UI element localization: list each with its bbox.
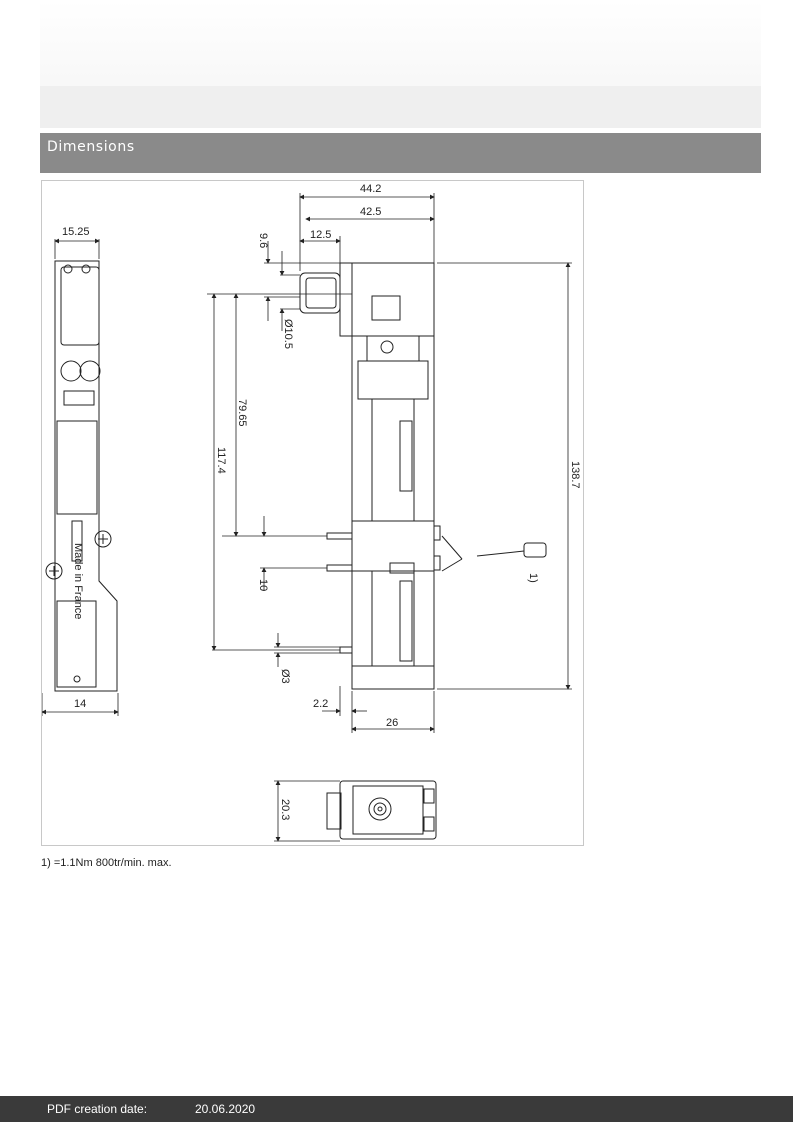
header-band: [40, 86, 761, 128]
dim-9-6: 9.6: [257, 233, 269, 249]
footnote: 1) =1.1Nm 800tr/min. max.: [41, 857, 172, 869]
dim-42-5: 42.5: [360, 206, 382, 218]
note-marker: 1): [527, 573, 539, 583]
bottom-view: [327, 781, 436, 839]
footer: [0, 1096, 793, 1122]
dim-12-5: 12.5: [310, 229, 332, 241]
made-in-label: Made in France: [72, 543, 84, 620]
footer-date: 20.06.2020: [195, 1102, 256, 1116]
dim-26: 26: [386, 717, 399, 729]
side-view: [46, 261, 117, 691]
dim-117-4: 117.4: [215, 447, 227, 474]
screwdriver-icon: [442, 536, 546, 571]
dim-3: Ø3: [279, 669, 291, 684]
drawing-svg: [42, 181, 585, 847]
dim-10: 10: [257, 579, 269, 592]
dim-10-5: Ø10.5: [282, 319, 294, 349]
dimension-drawing: [41, 180, 584, 846]
section-header: [40, 133, 761, 173]
dim-2-2: 2.2: [313, 698, 329, 710]
section-title: Dimensions: [47, 139, 135, 155]
dim-79-65: 79.65: [236, 399, 248, 427]
footer-label: PDF creation date:: [47, 1102, 148, 1116]
dim-138-7: 138.7: [569, 461, 581, 489]
dim-20-3: 20.3: [279, 799, 291, 821]
dim-44-2: 44.2: [360, 183, 382, 195]
dim-14: 14: [74, 698, 87, 710]
dim-15-25: 15.25: [62, 226, 90, 238]
dim-lines-side: [42, 239, 118, 716]
front-view: [300, 263, 440, 689]
dim-lines-front: [207, 193, 572, 733]
